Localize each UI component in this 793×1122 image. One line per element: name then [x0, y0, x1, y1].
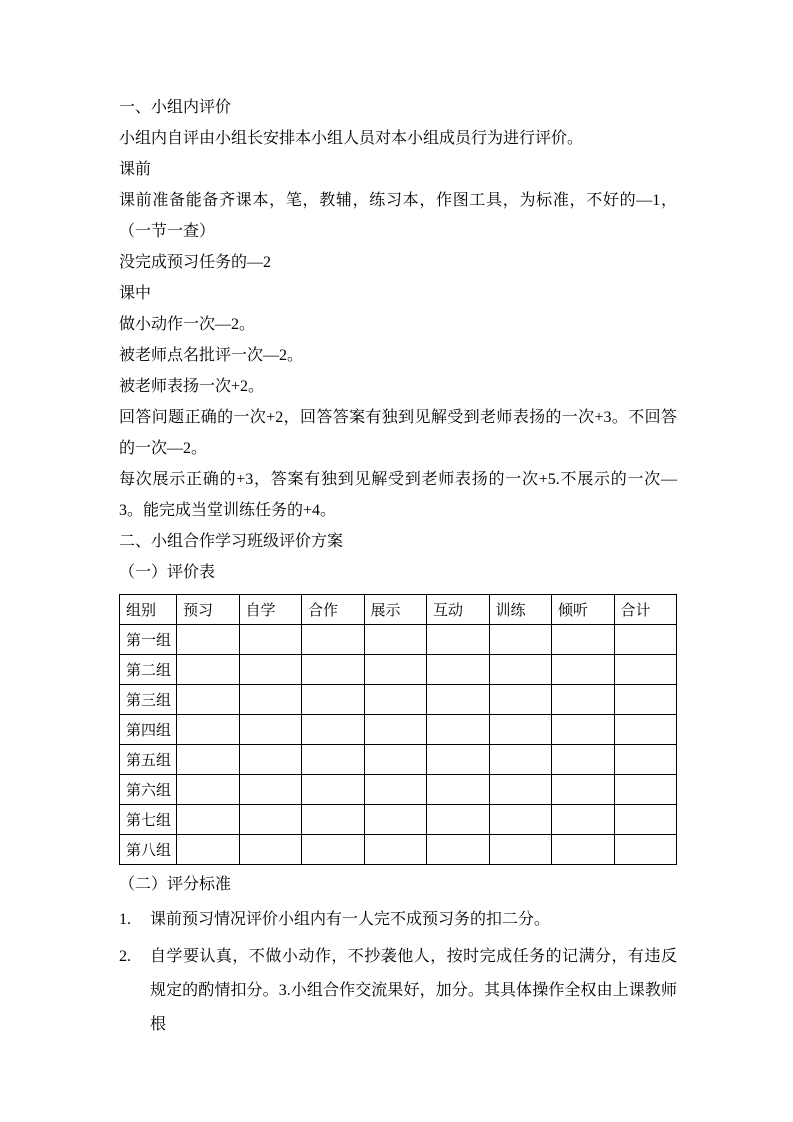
subsection1-heading: （一）评价表 [119, 564, 216, 581]
row-label-cell: 第三组 [120, 685, 177, 715]
table-cell [489, 685, 552, 715]
table-cell [614, 625, 677, 655]
table-cell [239, 835, 302, 865]
table-cell [177, 625, 240, 655]
table-header-cell: 预习 [177, 595, 240, 625]
table-cell [364, 775, 427, 805]
paragraph: 做小动作一次—2。 [119, 316, 256, 333]
table-cell [427, 625, 490, 655]
table-row [120, 745, 677, 775]
table-cell [552, 805, 615, 835]
table-cell [427, 745, 490, 775]
table-cell [302, 775, 365, 805]
table-cell [177, 805, 240, 835]
table-cell [239, 775, 302, 805]
row-label-cell: 第八组 [120, 835, 177, 865]
table-cell [552, 715, 615, 745]
table-cell [552, 775, 615, 805]
table-cell [552, 835, 615, 865]
paragraph: 没完成预习任务的—2 [119, 254, 272, 271]
table-row [120, 655, 677, 685]
table-cell [239, 655, 302, 685]
table-header-cell: 倾听 [552, 595, 615, 625]
section2-heading: 二、小组合作学习班级评价方案 [119, 533, 344, 550]
table-cell [427, 775, 490, 805]
table-cell [302, 685, 365, 715]
table-cell [177, 655, 240, 685]
table-row [120, 715, 677, 745]
row-label-cell: 第二组 [120, 655, 177, 685]
table-cell [489, 655, 552, 685]
table-cell [364, 745, 427, 775]
table-cell [489, 835, 552, 865]
paragraph: 小组内自评由小组长安排本小组人员对本小组成员行为进行评价。 [119, 130, 584, 147]
row-label-cell: 第六组 [120, 775, 177, 805]
table-cell [302, 625, 365, 655]
table-cell [239, 745, 302, 775]
table-cell [427, 805, 490, 835]
table-cell [489, 745, 552, 775]
table-cell [364, 805, 427, 835]
section1-heading: 一、小组内评价 [119, 99, 232, 116]
table-cell [177, 745, 240, 775]
table-cell [489, 715, 552, 745]
table-cell [302, 715, 365, 745]
table-cell [302, 655, 365, 685]
table-row [120, 805, 677, 835]
table-cell [177, 775, 240, 805]
table-cell [239, 715, 302, 745]
evaluation-table [119, 594, 677, 865]
table-cell [614, 805, 677, 835]
document-content [119, 92, 677, 1042]
table-cell [427, 685, 490, 715]
table-cell [552, 655, 615, 685]
table-cell [427, 715, 490, 745]
row-label-cell: 第四组 [120, 715, 177, 745]
row-label-cell: 第七组 [120, 805, 177, 835]
table-cell [614, 715, 677, 745]
criteria-number: 2. [119, 948, 131, 965]
table-header-cell: 展示 [364, 595, 427, 625]
table-cell [614, 655, 677, 685]
table-header-cell: 互动 [427, 595, 490, 625]
table-cell [177, 835, 240, 865]
table-cell [614, 745, 677, 775]
table-header-cell: 合计 [614, 595, 677, 625]
criteria-number: 1. [119, 911, 131, 928]
table-row [120, 835, 677, 865]
table-row [120, 685, 677, 715]
table-header-cell: 组别 [120, 595, 177, 625]
subsection2-heading: （二）评分标准 [119, 876, 232, 893]
row-label-cell: 第一组 [120, 625, 177, 655]
table-cell [427, 835, 490, 865]
table-cell [614, 835, 677, 865]
paragraph: 回答问题正确的一次+2，回答答案有独到见解受到老师表扬的一次+3。不回答的一次—2。 [119, 409, 677, 457]
table-cell [177, 685, 240, 715]
paragraph: 被老师表扬一次+2。 [119, 378, 265, 395]
criteria-item [119, 940, 677, 1042]
table-cell [239, 805, 302, 835]
table-cell [489, 775, 552, 805]
table-cell [364, 625, 427, 655]
paragraph: 每次展示正确的+3，答案有独到见解受到老师表扬的一次+5.不展示的一次—3。能完成当堂训练任务的+4。 [119, 471, 677, 519]
paragraph: 课前准备能备齐课本，笔，教辅，练习本，作图工具，为标准，不好的—1，（一节一查） [119, 192, 677, 240]
table-cell [302, 745, 365, 775]
table-cell [302, 835, 365, 865]
table-cell [552, 685, 615, 715]
table-cell [239, 625, 302, 655]
table-cell [177, 715, 240, 745]
table-cell [552, 625, 615, 655]
criteria-text: 课前预习情况评价小组内有一人完不成预习务的扣二分。 [150, 911, 551, 928]
table-header-cell: 自学 [239, 595, 302, 625]
table-cell [489, 625, 552, 655]
table-row [120, 775, 677, 805]
table-header-cell: 合作 [302, 595, 365, 625]
table-cell [552, 745, 615, 775]
paragraph: 被老师点名批评一次—2。 [119, 347, 304, 364]
table-cell [614, 775, 677, 805]
table-cell [364, 715, 427, 745]
table-cell [489, 805, 552, 835]
table-cell [614, 685, 677, 715]
table-cell [364, 835, 427, 865]
paragraph: 课中 [119, 285, 152, 302]
table-cell [364, 655, 427, 685]
row-label-cell: 第五组 [120, 745, 177, 775]
table-row [120, 625, 677, 655]
table-cell [239, 685, 302, 715]
table-header-row [120, 595, 677, 625]
criteria-item [119, 903, 677, 937]
paragraph: 课前 [119, 161, 152, 178]
table-cell [427, 655, 490, 685]
table-header-cell: 训练 [489, 595, 552, 625]
criteria-text: 自学要认真，不做小动作，不抄袭他人，按时完成任务的记满分，有违反规定的酌情扣分。3.小组合作交流果好，加分。其具体操作全权由上课教师根 [150, 948, 677, 1033]
table-cell [302, 805, 365, 835]
table-cell [364, 685, 427, 715]
